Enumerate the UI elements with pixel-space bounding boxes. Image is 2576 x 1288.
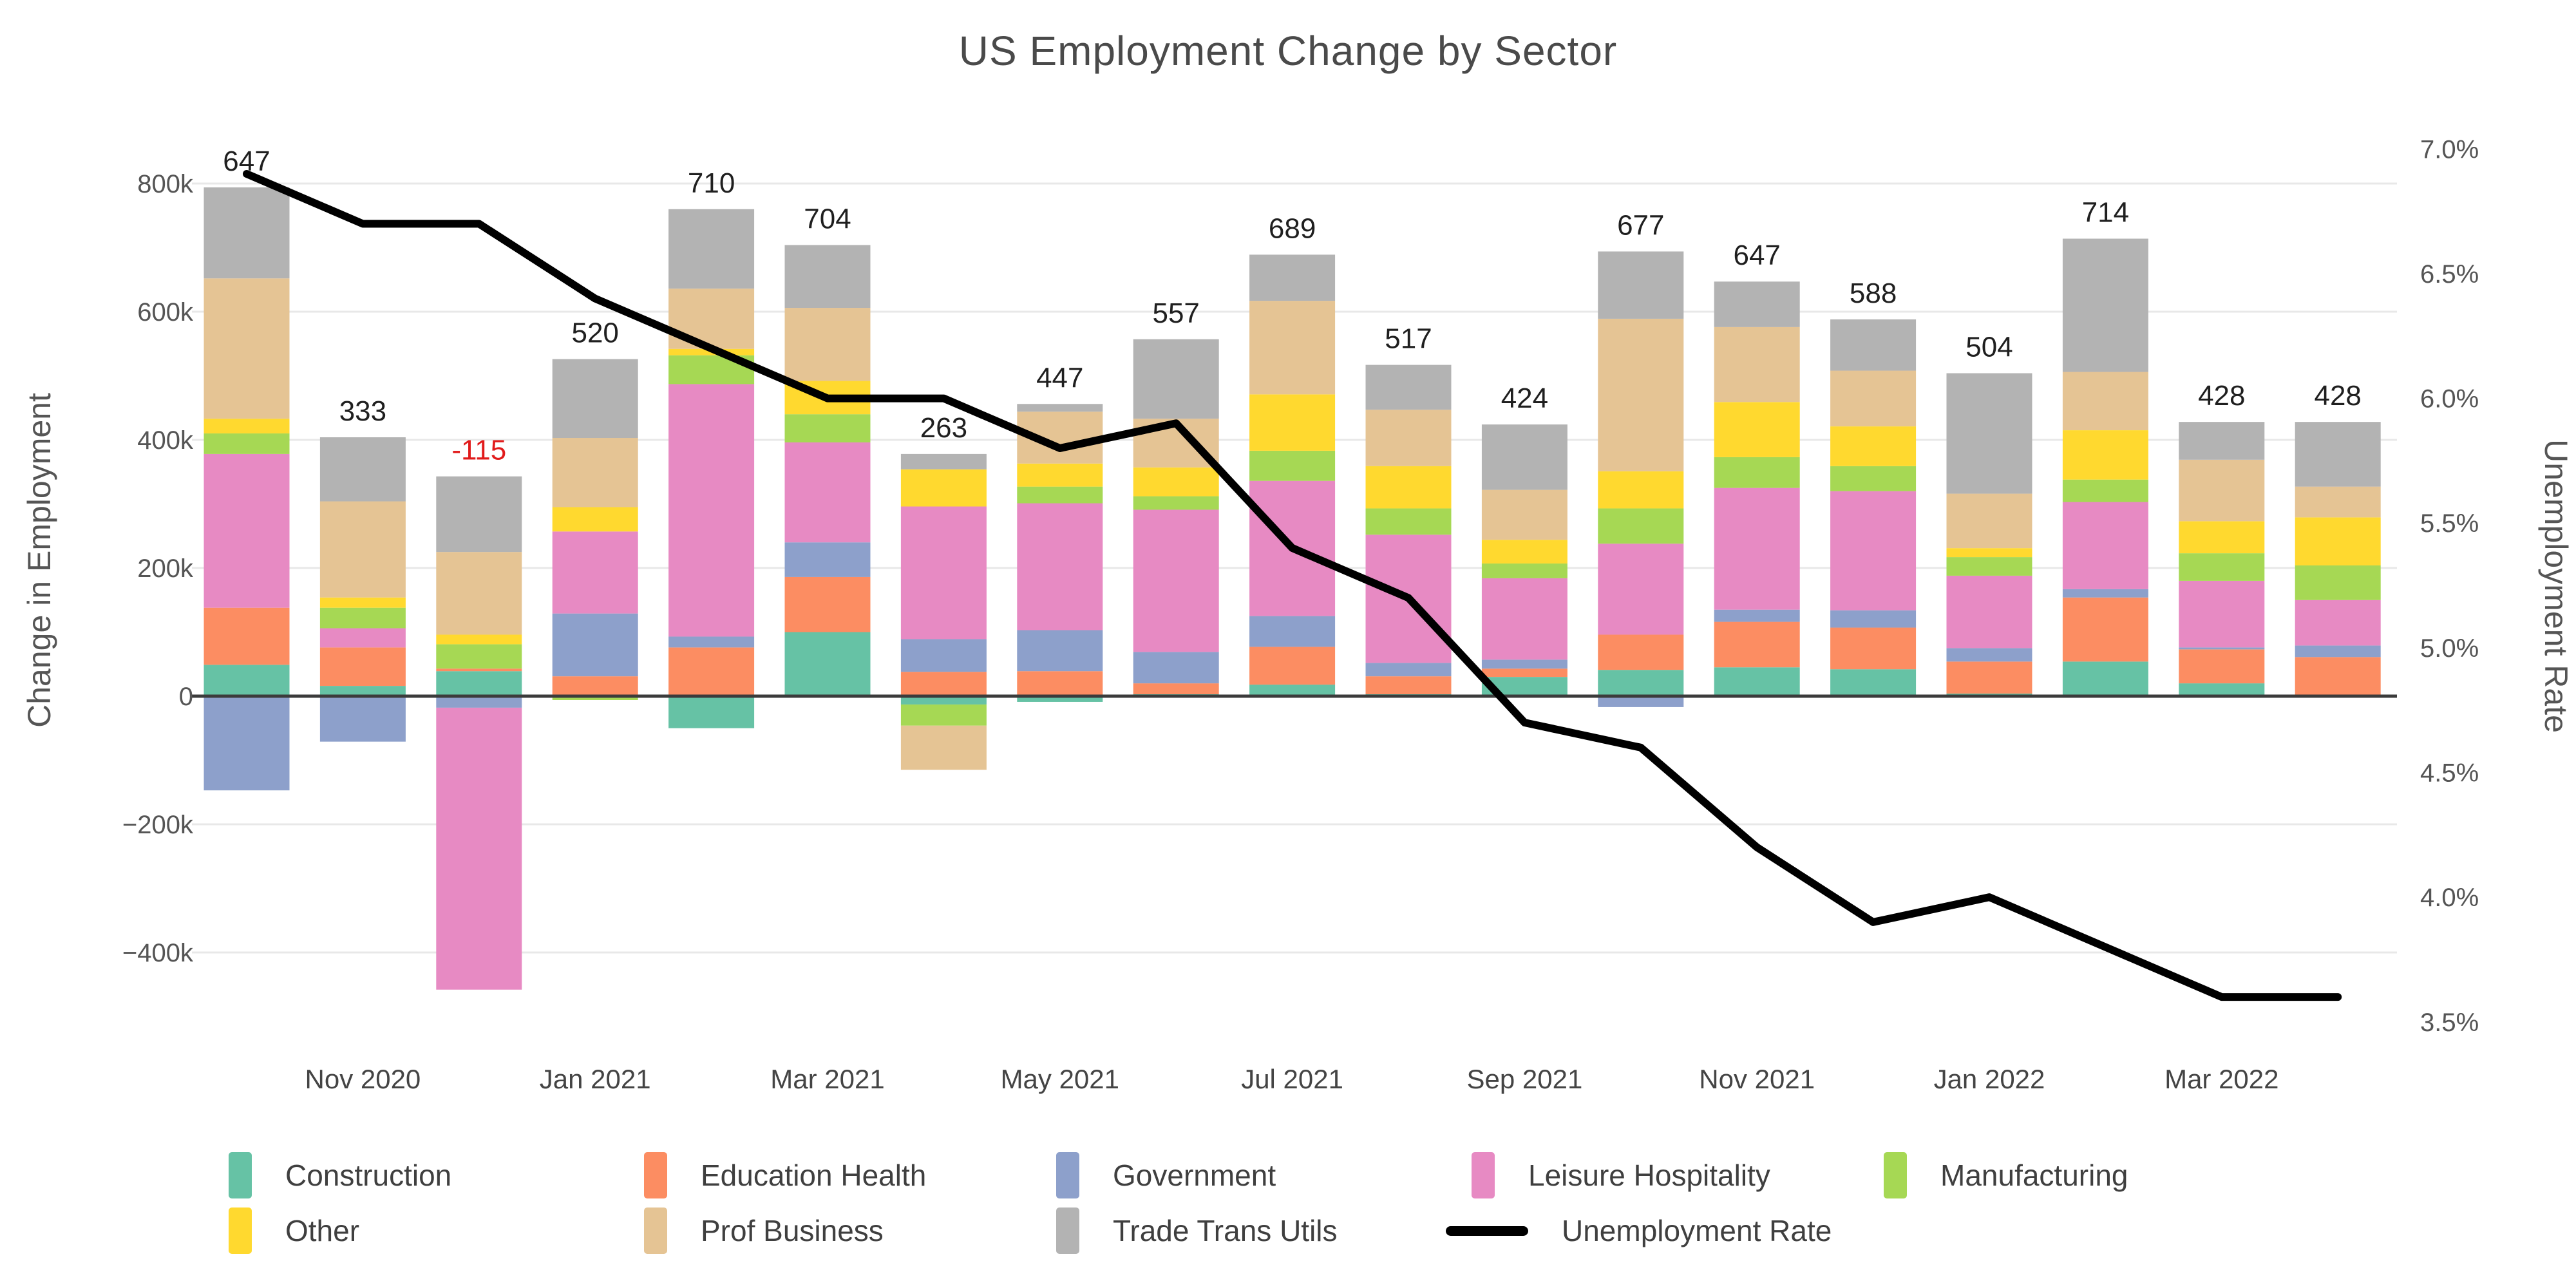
y-right-axis-title: Unemployment Rate bbox=[2538, 439, 2574, 733]
bar-segment-government[interactable] bbox=[901, 639, 987, 672]
legend-item-unemployment-rate[interactable] bbox=[1446, 1206, 1832, 1256]
x-tick-label: Mar 2021 bbox=[770, 1064, 885, 1094]
legend-item-government[interactable] bbox=[1056, 1150, 1276, 1200]
bar-segment-government[interactable] bbox=[1714, 610, 1800, 622]
bar-segment-leisure-hospitality[interactable] bbox=[2063, 502, 2148, 589]
x-tick-label: Jan 2022 bbox=[1933, 1064, 2045, 1094]
bar-segment-other[interactable] bbox=[204, 419, 290, 433]
bar-segment-manufacturing[interactable] bbox=[1017, 487, 1103, 504]
legend-color-swatch bbox=[644, 1152, 667, 1198]
legend-item-education-health[interactable] bbox=[644, 1150, 926, 1200]
bar-segment-prof-business[interactable] bbox=[204, 278, 290, 419]
bar-segment-trade-trans-utils[interactable] bbox=[1714, 281, 1800, 327]
bar-segment-other[interactable] bbox=[1249, 394, 1335, 451]
bar-segment-trade-trans-utils[interactable] bbox=[1482, 424, 1567, 489]
chart-title: US Employment Change by Sector bbox=[958, 28, 1618, 74]
bar-segment-construction[interactable] bbox=[668, 696, 754, 728]
bar-total-label: 689 bbox=[1268, 213, 1316, 245]
bar-segment-education-health[interactable] bbox=[901, 672, 987, 696]
bar-segment-manufacturing[interactable] bbox=[2179, 553, 2264, 581]
bar-total-label: 447 bbox=[1036, 362, 1084, 394]
bar-segment-construction[interactable] bbox=[436, 671, 522, 696]
bar-segment-government[interactable] bbox=[785, 542, 871, 577]
bar-segment-construction[interactable] bbox=[785, 632, 871, 697]
legend-label: Prof Business bbox=[701, 1214, 884, 1247]
bar-segment-other[interactable] bbox=[901, 469, 987, 507]
x-tick-label: May 2021 bbox=[1000, 1064, 1120, 1094]
legend-label: Government bbox=[1113, 1159, 1276, 1192]
x-tick-labels bbox=[305, 1064, 2279, 1094]
bar-total-label: 517 bbox=[1385, 323, 1432, 355]
bar-segment-other[interactable] bbox=[1017, 464, 1103, 487]
bar-segment-leisure-hospitality[interactable] bbox=[2179, 581, 2264, 647]
bar-total-label: 647 bbox=[223, 145, 270, 177]
bar-segment-prof-business[interactable] bbox=[1947, 494, 2032, 549]
bar-segment-government[interactable] bbox=[1249, 616, 1335, 647]
bar-segment-other[interactable] bbox=[1598, 471, 1683, 509]
bar-segment-trade-trans-utils[interactable] bbox=[901, 454, 987, 469]
bar-segment-manufacturing[interactable] bbox=[1947, 557, 2032, 576]
bar-total-label: 588 bbox=[1849, 277, 1897, 309]
y-left-tick-label: 0 bbox=[178, 683, 193, 711]
bar-segment-government[interactable] bbox=[1017, 630, 1103, 672]
legend-line-swatch bbox=[1446, 1226, 1528, 1236]
legend-item-leisure-hospitality[interactable] bbox=[1472, 1150, 1770, 1200]
bar-segment-prof-business[interactable] bbox=[553, 438, 638, 507]
bar-segment-education-health[interactable] bbox=[785, 577, 871, 632]
bar-segment-government[interactable] bbox=[2295, 645, 2381, 657]
legend-label: Education Health bbox=[701, 1159, 927, 1192]
bar-total-label: 424 bbox=[1501, 383, 1549, 415]
legend-color-swatch bbox=[229, 1208, 252, 1254]
y-left-tick-label: 400k bbox=[137, 426, 193, 455]
bar-segment-government[interactable] bbox=[1482, 659, 1567, 668]
bar-segment-manufacturing[interactable] bbox=[1366, 508, 1452, 535]
y-right-tick-label: 4.5% bbox=[2420, 759, 2479, 788]
bar-segment-trade-trans-utils[interactable] bbox=[1830, 319, 1916, 371]
legend-item-trade-trans-utils[interactable] bbox=[1056, 1206, 1338, 1256]
bar-segment-manufacturing[interactable] bbox=[785, 414, 871, 442]
y-right-tick-label: 7.0% bbox=[2420, 135, 2479, 164]
bar-segment-trade-trans-utils[interactable] bbox=[1947, 374, 2032, 494]
bar-total-label: 704 bbox=[804, 203, 851, 235]
bar-segment-education-health[interactable] bbox=[2179, 649, 2264, 683]
bar-segment-prof-business[interactable] bbox=[785, 308, 871, 381]
bar-segment-construction[interactable] bbox=[2063, 661, 2148, 696]
bar-segment-leisure-hospitality[interactable] bbox=[901, 506, 987, 639]
bar-segment-other[interactable] bbox=[1482, 540, 1567, 564]
y-left-tick-label: −400k bbox=[122, 939, 193, 967]
y-right-tick-label: 6.0% bbox=[2420, 384, 2479, 413]
bar-segment-prof-business[interactable] bbox=[2179, 460, 2264, 522]
bar-segment-trade-trans-utils[interactable] bbox=[2295, 422, 2381, 486]
legend-label: Trade Trans Utils bbox=[1113, 1214, 1338, 1247]
y-right-tick-label: 5.5% bbox=[2420, 509, 2479, 538]
y-right-tick-label: 6.5% bbox=[2420, 260, 2479, 289]
bar-segment-other[interactable] bbox=[1947, 548, 2032, 557]
legend-label: Leisure Hospitality bbox=[1528, 1159, 1770, 1192]
bar-segment-trade-trans-utils[interactable] bbox=[1598, 251, 1683, 318]
bar-segment-leisure-hospitality[interactable] bbox=[668, 384, 754, 636]
bar-segment-government[interactable] bbox=[204, 696, 290, 790]
bar-total-label: 428 bbox=[2314, 380, 2362, 412]
bar-segment-construction[interactable] bbox=[1249, 685, 1335, 696]
bar-segment-manufacturing[interactable] bbox=[553, 697, 638, 700]
bar-segment-education-health[interactable] bbox=[1830, 628, 1916, 670]
bar-segment-prof-business[interactable] bbox=[436, 552, 522, 634]
bar-segment-leisure-hospitality[interactable] bbox=[1714, 488, 1800, 610]
bar-total-label: 677 bbox=[1617, 209, 1665, 242]
bar-segment-education-health[interactable] bbox=[668, 647, 754, 696]
bar-segment-prof-business[interactable] bbox=[320, 502, 406, 598]
bar-segment-prof-business[interactable] bbox=[901, 726, 987, 770]
bar-segment-construction[interactable] bbox=[1598, 670, 1683, 696]
bar-segment-education-health[interactable] bbox=[204, 608, 290, 665]
bar-segment-manufacturing[interactable] bbox=[320, 608, 406, 629]
bar-segment-manufacturing[interactable] bbox=[1133, 497, 1219, 510]
legend-label: Unemployment Rate bbox=[1562, 1214, 1832, 1247]
bar-layer bbox=[204, 187, 2381, 990]
bar-segment-government[interactable] bbox=[2063, 589, 2148, 598]
bar-segment-manufacturing[interactable] bbox=[2063, 480, 2148, 502]
bar-segment-trade-trans-utils[interactable] bbox=[204, 187, 290, 278]
bar-segment-prof-business[interactable] bbox=[2295, 487, 2381, 518]
bar-total-label: -115 bbox=[451, 434, 507, 466]
bar-segment-education-health[interactable] bbox=[1017, 671, 1103, 696]
bar-segment-government[interactable] bbox=[1366, 663, 1452, 676]
y-left-tick-label: 200k bbox=[137, 554, 193, 583]
bar-segment-manufacturing[interactable] bbox=[901, 705, 987, 726]
bar-segment-leisure-hospitality[interactable] bbox=[553, 531, 638, 613]
bar-segment-manufacturing[interactable] bbox=[204, 433, 290, 454]
x-tick-label: Mar 2022 bbox=[2164, 1064, 2279, 1094]
legend-color-swatch bbox=[229, 1152, 252, 1198]
bar-segment-government[interactable] bbox=[320, 696, 406, 742]
x-tick-label: Jan 2021 bbox=[539, 1064, 651, 1094]
bar-segment-prof-business[interactable] bbox=[1830, 371, 1916, 427]
bar-segment-education-health[interactable] bbox=[2295, 657, 2381, 695]
bar-segment-leisure-hospitality[interactable] bbox=[1947, 576, 2032, 648]
legend-color-swatch bbox=[644, 1208, 667, 1254]
bar-total-label: 428 bbox=[2198, 380, 2246, 412]
bar-segment-other[interactable] bbox=[2063, 430, 2148, 480]
bar-segment-government[interactable] bbox=[1598, 696, 1683, 707]
bar-segment-trade-trans-utils[interactable] bbox=[1017, 404, 1103, 412]
legend-label: Other bbox=[285, 1214, 360, 1247]
bar-segment-education-health[interactable] bbox=[1598, 634, 1683, 670]
bar-segment-construction[interactable] bbox=[2179, 683, 2264, 696]
bar-segment-other[interactable] bbox=[1366, 466, 1452, 509]
y-left-tick-label: −200k bbox=[122, 811, 193, 839]
bar-segment-prof-business[interactable] bbox=[1482, 490, 1567, 540]
bar-segment-other[interactable] bbox=[1133, 468, 1219, 497]
y-right-tick-labels bbox=[2420, 135, 2479, 1037]
bar-segment-education-health[interactable] bbox=[1714, 622, 1800, 668]
bar-segment-other[interactable] bbox=[553, 507, 638, 531]
bar-total-label: 557 bbox=[1152, 297, 1200, 329]
bar-segment-leisure-hospitality[interactable] bbox=[785, 442, 871, 542]
bar-segment-prof-business[interactable] bbox=[2063, 372, 2148, 431]
bar-segment-leisure-hospitality[interactable] bbox=[436, 708, 522, 990]
legend-item-prof-business[interactable] bbox=[644, 1206, 884, 1256]
bar-segment-manufacturing[interactable] bbox=[1249, 451, 1335, 481]
bar-segment-other[interactable] bbox=[1714, 402, 1800, 457]
y-right-tick-label: 5.0% bbox=[2420, 634, 2479, 663]
bar-segment-prof-business[interactable] bbox=[1249, 301, 1335, 394]
bar-segment-other[interactable] bbox=[436, 634, 522, 644]
bar-segment-education-health[interactable] bbox=[1947, 661, 2032, 694]
bar-segment-manufacturing[interactable] bbox=[436, 644, 522, 668]
bar-segment-other[interactable] bbox=[1830, 426, 1916, 466]
legend-label: Manufacturing bbox=[1940, 1159, 2128, 1192]
bar-segment-government[interactable] bbox=[436, 696, 522, 708]
bar-segment-government[interactable] bbox=[1947, 648, 2032, 661]
bar-segment-other[interactable] bbox=[2295, 517, 2381, 565]
bar-segment-manufacturing[interactable] bbox=[1830, 466, 1916, 491]
x-tick-label: Sep 2021 bbox=[1466, 1064, 1583, 1094]
bar-total-label: 710 bbox=[687, 167, 735, 199]
bar-total-label: 333 bbox=[339, 395, 387, 428]
bar-total-label: 647 bbox=[1733, 240, 1781, 272]
bar-segment-trade-trans-utils[interactable] bbox=[436, 477, 522, 552]
bar-segment-government[interactable] bbox=[2179, 647, 2264, 649]
legend-item-manufacturing[interactable] bbox=[1884, 1150, 2128, 1200]
bar-segment-leisure-hospitality[interactable] bbox=[1482, 578, 1567, 659]
bar-total-label: 263 bbox=[920, 412, 968, 444]
y-left-axis-title: Change in Employment bbox=[21, 393, 57, 728]
legend-item-construction[interactable] bbox=[229, 1150, 451, 1200]
legend-label: Construction bbox=[285, 1159, 452, 1192]
bar-segment-leisure-hospitality[interactable] bbox=[320, 629, 406, 648]
bar-segment-manufacturing[interactable] bbox=[1714, 457, 1800, 488]
legend-color-swatch bbox=[1056, 1152, 1079, 1198]
bar-segment-education-health[interactable] bbox=[1482, 668, 1567, 677]
bar-segment-education-health[interactable] bbox=[2063, 598, 2148, 662]
legend-item-other[interactable] bbox=[229, 1206, 359, 1256]
bar-segment-trade-trans-utils[interactable] bbox=[553, 359, 638, 438]
bar-segment-trade-trans-utils[interactable] bbox=[785, 245, 871, 308]
bar-segment-education-health[interactable] bbox=[1133, 683, 1219, 694]
bar-segment-trade-trans-utils[interactable] bbox=[1366, 365, 1452, 410]
bar-segment-other[interactable] bbox=[320, 598, 406, 608]
bar-segment-trade-trans-utils[interactable] bbox=[320, 437, 406, 502]
bar-segment-education-health[interactable] bbox=[320, 647, 406, 686]
bar-segment-construction[interactable] bbox=[204, 665, 290, 696]
bar-segment-manufacturing[interactable] bbox=[2295, 565, 2381, 600]
bar-segment-construction[interactable] bbox=[1714, 667, 1800, 696]
bar-segment-leisure-hospitality[interactable] bbox=[1830, 491, 1916, 611]
bar-segment-other[interactable] bbox=[2179, 521, 2264, 553]
bar-total-label: 504 bbox=[1965, 331, 2013, 363]
x-tick-label: Jul 2021 bbox=[1241, 1064, 1343, 1094]
bar-segment-leisure-hospitality[interactable] bbox=[1598, 544, 1683, 634]
bar-segment-education-health[interactable] bbox=[1249, 647, 1335, 685]
y-right-tick-label: 4.0% bbox=[2420, 884, 2479, 913]
bar-segment-leisure-hospitality[interactable] bbox=[204, 454, 290, 608]
bar-segment-leisure-hospitality[interactable] bbox=[2295, 600, 2381, 646]
bar-segment-construction[interactable] bbox=[1830, 669, 1916, 696]
bar-segment-education-health[interactable] bbox=[436, 668, 522, 671]
bar-segment-government[interactable] bbox=[1830, 611, 1916, 628]
bar-segment-trade-trans-utils[interactable] bbox=[2063, 239, 2148, 372]
legend-color-swatch bbox=[1884, 1152, 1907, 1198]
bar-segment-government[interactable] bbox=[553, 614, 638, 677]
bar-segment-prof-business[interactable] bbox=[668, 289, 754, 349]
bar-segment-education-health[interactable] bbox=[553, 676, 638, 696]
bar-segment-trade-trans-utils[interactable] bbox=[668, 209, 754, 289]
legend-color-swatch bbox=[1056, 1208, 1079, 1254]
x-tick-label: Nov 2020 bbox=[305, 1064, 421, 1094]
bar-segment-leisure-hospitality[interactable] bbox=[1017, 504, 1103, 630]
bar-segment-trade-trans-utils[interactable] bbox=[1249, 254, 1335, 301]
y-left-tick-label: 600k bbox=[137, 298, 193, 327]
y-left-tick-label: 800k bbox=[137, 170, 193, 198]
bar-segment-manufacturing[interactable] bbox=[1598, 508, 1683, 544]
x-tick-label: Nov 2021 bbox=[1699, 1064, 1815, 1094]
legend-color-swatch bbox=[1472, 1152, 1495, 1198]
y-left-tick-labels bbox=[122, 170, 194, 967]
bar-segment-trade-trans-utils[interactable] bbox=[2179, 422, 2264, 460]
y-right-tick-label: 3.5% bbox=[2420, 1008, 2479, 1037]
bar-total-label: 714 bbox=[2081, 196, 2130, 229]
bar-segment-trade-trans-utils[interactable] bbox=[1133, 339, 1219, 419]
bar-segment-leisure-hospitality[interactable] bbox=[1133, 509, 1219, 652]
bar-segment-prof-business[interactable] bbox=[1366, 410, 1452, 466]
bar-segment-government[interactable] bbox=[1133, 652, 1219, 683]
bar-segment-government[interactable] bbox=[668, 636, 754, 647]
bar-segment-education-health[interactable] bbox=[1366, 676, 1452, 694]
bar-segment-prof-business[interactable] bbox=[1714, 327, 1800, 402]
bar-segment-prof-business[interactable] bbox=[1598, 319, 1683, 471]
bar-segment-manufacturing[interactable] bbox=[1482, 564, 1567, 578]
bar-total-label: 520 bbox=[571, 317, 619, 349]
